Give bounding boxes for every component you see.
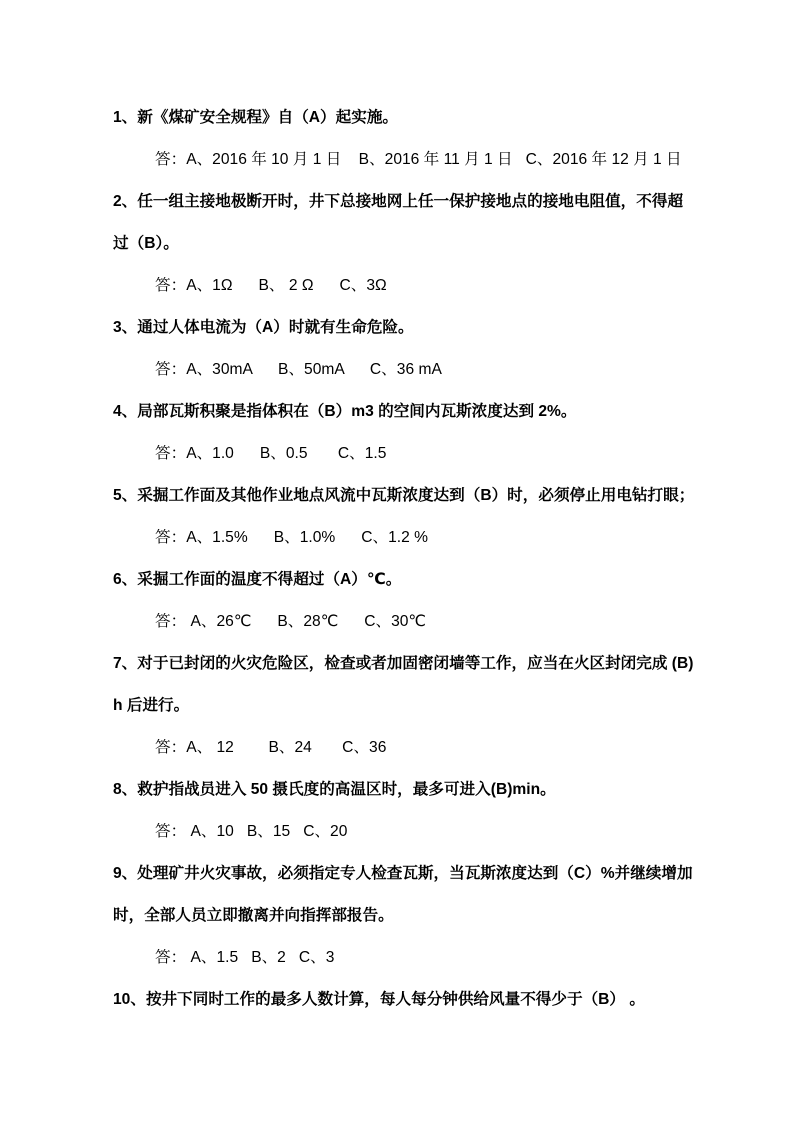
question-6-line-1: 6、采掘工作面的温度不得超过（A）℃。 xyxy=(113,571,402,588)
question-5-line-1: 5、采掘工作面及其他作业地点风流中瓦斯浓度达到（B）时，必须停止用电钻打眼； xyxy=(113,487,695,504)
question-9-line-1: 9、处理矿井火灾事故，必须指定专人检查瓦斯，当瓦斯浓度达到（C）%并继续增加 xyxy=(113,865,693,882)
answer-4-line: 答：A、1.0 B、0.5 C、1.5 xyxy=(155,445,387,462)
answer-1-line: 答：A、2016 年 10 月 1 日 B、2016 年 11 月 1 日 C、2016 年 12 月 1 日 xyxy=(155,151,682,168)
answer-5-line: 答：A、1.5% B、1.0% C、1.2 % xyxy=(155,529,428,546)
answer-2-line: 答：A、1Ω B、 2 Ω C、3Ω xyxy=(155,277,387,294)
question-9-line-2: 时，全部人员立即撤离并向指挥部报告。 xyxy=(113,907,394,924)
question-2-line-2: 过（B）。 xyxy=(113,235,179,252)
answer-8-line: 答： A、10 B、15 C、20 xyxy=(155,823,348,840)
answer-3-line: 答：A、30mA B、50mA C、36 mA xyxy=(155,361,442,378)
answer-9-line: 答： A、1.5 B、2 C、3 xyxy=(155,949,335,966)
question-4-line-1: 4、局部瓦斯积聚是指体积在（B）m3 的空间内瓦斯浓度达到 2%。 xyxy=(113,403,577,420)
question-7-line-1: 7、对于已封闭的火灾危险区，检查或者加固密闭墙等工作，应当在火区封闭完成 (B) xyxy=(113,655,694,672)
question-1-line-1: 1、新《煤矿安全规程》自（A）起实施。 xyxy=(113,109,399,126)
question-2-line-1: 2、任一组主接地极断开时，井下总接地网上任一保护接地点的接地电阻值，不得超 xyxy=(113,193,684,210)
question-10-line-1: 10、按井下同时工作的最多人数计算，每人每分钟供给风量不得少于（B） 。 xyxy=(113,991,645,1008)
qa-list xyxy=(113,97,733,1021)
question-3-line-1: 3、通过人体电流为（A）时就有生命危险。 xyxy=(113,319,414,336)
answer-6-line: 答： A、26℃ B、28℃ C、30℃ xyxy=(155,613,426,630)
question-7-line-2: h 后进行。 xyxy=(113,697,190,714)
question-8-line-1: 8、救护指战员进入 50 摄氏度的高温区时，最多可进入(B)min。 xyxy=(113,781,556,798)
answer-7-line: 答：A、 12 B、24 C、36 xyxy=(155,739,387,756)
